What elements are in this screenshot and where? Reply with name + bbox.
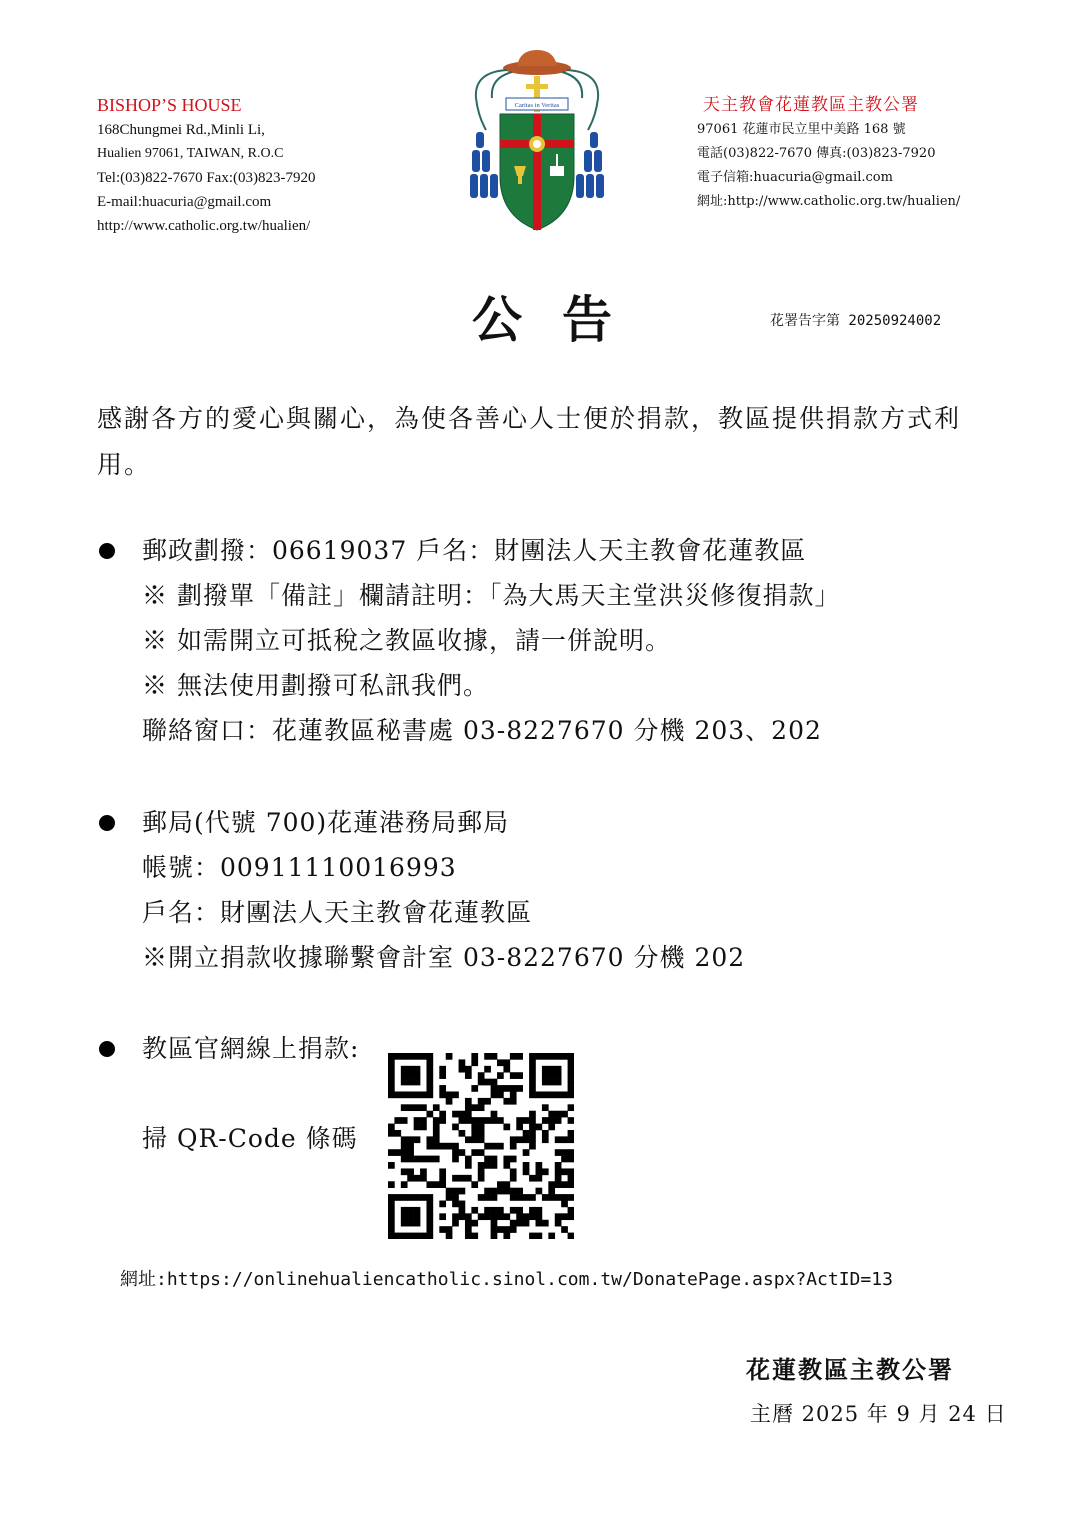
address-line-1: 168Chungmei Rd.,Minli Li, xyxy=(97,122,265,138)
header-right-block xyxy=(697,92,1027,214)
tel-fax-zh: 電話(03)822-7670 傳真:(03)823-7920 xyxy=(697,146,936,161)
postal-transfer-line: 郵政劃撥：06619037 戶名：財團法人天主教會花蓮教區 xyxy=(142,536,807,565)
org-name-en: BISHOP’S HOUSE xyxy=(97,95,242,115)
org-name-zh: 天主教會花蓮教區主教公署 xyxy=(703,95,919,114)
online-donation-line: 教區官網線上捐款: xyxy=(142,1034,360,1063)
signature-org: 花蓮教區主教公署 xyxy=(746,1355,954,1384)
donation-url[interactable]: 網址:https://onlinehualiencatholic.sinol.com.tw/DonatePage.aspx?ActID=13 xyxy=(120,1269,893,1290)
account-number-line: 帳號：00911110016993 xyxy=(142,853,457,882)
tel-fax-en: Tel:(03)822-7670 Fax:(03)823-7920 xyxy=(97,170,316,186)
private-message-line: ※ 無法使用劃撥可私訊我們。 xyxy=(142,671,489,700)
address-line-2: Hualien 97061, TAIWAN, R.O.C xyxy=(97,146,284,161)
bullet-icon xyxy=(99,543,115,559)
post-office-line: 郵局(代號 700)花蓮港務局郵局 xyxy=(142,808,510,837)
website-en[interactable]: http://www.catholic.org.tw/hualien/ xyxy=(97,218,311,234)
header-left-block xyxy=(97,92,427,238)
document-title: 公告 xyxy=(472,290,652,349)
contact-window-line: 聯絡窗口：花蓮教區秘書處 03-8227670 分機 203、202 xyxy=(142,716,822,745)
receipt-note-line: ※ 如需開立可抵稅之教區收據，請一併說明。 xyxy=(142,626,671,655)
email-en: E-mail:huacuria@gmail.com xyxy=(97,194,272,210)
transfer-note-line: ※ 劃撥單「備註」欄請註明：「為大馬天主堂洪災修復捐款」 xyxy=(142,581,841,610)
crest-motto: Caritas in Veritas xyxy=(514,102,560,109)
account-name-line: 戶名：財團法人天主教會花蓮教區 xyxy=(142,898,533,927)
email-zh: 電子信箱:huacuria@gmail.com xyxy=(697,170,893,185)
bullet-icon xyxy=(99,815,115,831)
website-zh[interactable]: 網址:http://www.catholic.org.tw/hualien/ xyxy=(697,194,961,209)
diocese-crest-logo xyxy=(462,46,612,236)
document-number: 花署告字第 20250924002 xyxy=(770,313,942,329)
intro-paragraph: 感謝各方的愛心與關心，為使各善心人士便於捐款，教區提供捐款方式利用。 xyxy=(97,404,962,479)
address-zh: 97061 花蓮市民立里中美路 168 號 xyxy=(697,122,906,137)
accounting-contact-line: ※開立捐款收據聯繫會計室 03-8227670 分機 202 xyxy=(142,943,746,972)
donation-qr-code[interactable] xyxy=(388,1053,574,1239)
document-date: 主曆 2025 年 9 月 24 日 xyxy=(750,1402,1007,1426)
bullet-icon xyxy=(99,1041,115,1057)
scan-qr-line: 掃 QR-Code 條碼 xyxy=(142,1124,358,1153)
